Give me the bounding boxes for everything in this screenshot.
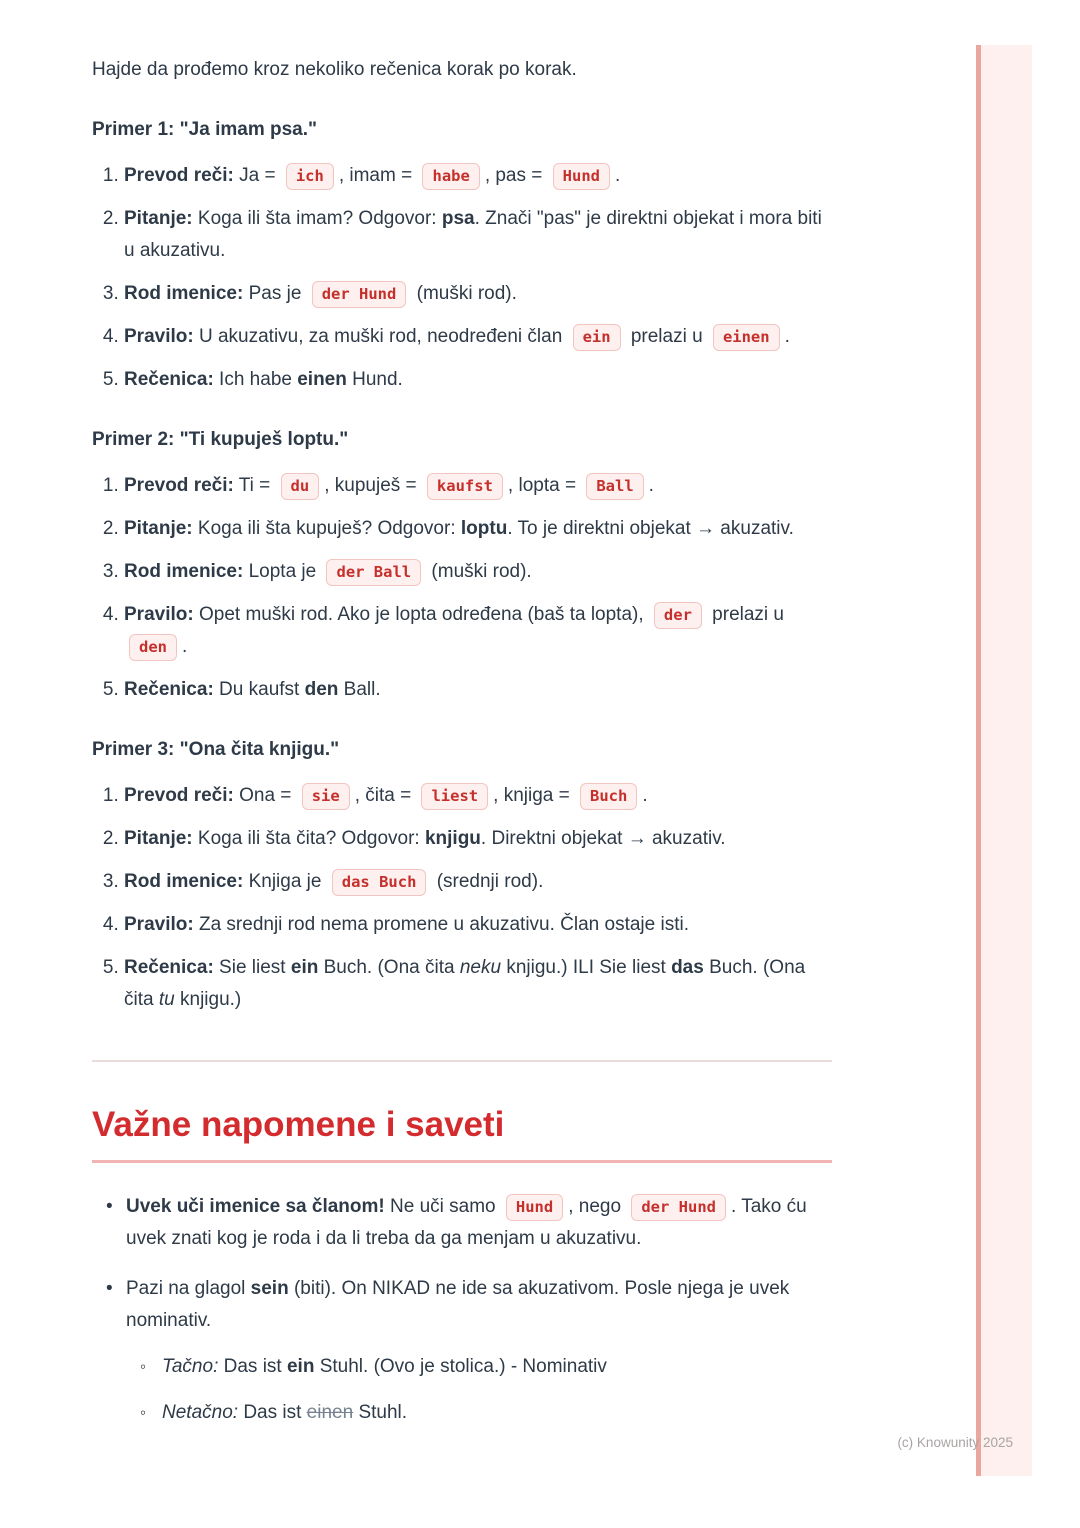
list-item <box>124 203 832 267</box>
strikethrough-segment: einen <box>306 1402 354 1423</box>
text-segment: prelazi u <box>706 604 785 625</box>
bold-segment: Rečenica: <box>124 369 214 390</box>
bold-segment: Pravilo: <box>124 604 194 625</box>
text-segment: (muški rod). <box>411 283 517 304</box>
list-item <box>124 866 832 898</box>
note-item <box>126 1273 832 1429</box>
code-chip: Buch <box>580 783 637 810</box>
list-item <box>124 321 832 353</box>
text-segment: Pas je <box>243 283 307 304</box>
list-item <box>124 674 832 706</box>
list-item <box>124 909 832 941</box>
text-segment: Stuhl. (Ovo je stolica.) - Nominativ <box>314 1356 607 1377</box>
text-segment: Opet muški rod. Ako je lopta određena (baš ta lopta), <box>193 604 649 625</box>
text-segment: , knjiga = <box>493 785 575 806</box>
text-segment: prelazi u <box>625 326 708 347</box>
text-segment: Ne uči samo <box>384 1196 501 1217</box>
text-segment: Ja = <box>233 165 281 186</box>
text-segment: U akuzativu, za muški rod, neodređeni član <box>193 326 568 347</box>
code-chip: du <box>281 473 320 500</box>
text-segment: , pas = <box>484 165 548 186</box>
text-segment: . Tako ću uvek znati kog je roda i da li treba da ga menjam u akuzativu. <box>126 1196 807 1249</box>
notes-heading: Važne napomene i saveti <box>92 1104 832 1163</box>
text-segment: , lopta = <box>507 475 582 496</box>
italic-segment: Tačno: <box>162 1356 219 1377</box>
subnote-item <box>162 1351 832 1383</box>
text-segment: (muški rod). <box>426 561 532 582</box>
text-segment: Ich habe <box>213 369 298 390</box>
list-item <box>124 364 832 396</box>
text-segment: . To je direktni objekat → akuzativ. <box>507 518 794 539</box>
text-segment: Ona = <box>233 785 297 806</box>
text-segment: Das ist <box>218 1356 287 1377</box>
text-segment: Ti = <box>233 475 276 496</box>
list-item <box>124 952 832 1016</box>
bold-segment: knjigu <box>424 828 481 849</box>
text-segment: Koga ili šta čita? Odgovor: <box>192 828 425 849</box>
text-segment: Knjiga je <box>243 871 327 892</box>
note-item <box>126 1191 832 1255</box>
text-segment: (srednji rod). <box>431 871 544 892</box>
text-segment: knjigu.) ILI Sie liest <box>501 957 672 978</box>
bold-segment: Rečenica: <box>124 957 214 978</box>
example-steps-3 <box>92 780 832 1016</box>
bold-segment: Pitanje: <box>124 518 193 539</box>
text-segment: Sie liest <box>213 957 291 978</box>
list-item <box>124 780 832 812</box>
text-segment: Lopta je <box>243 561 322 582</box>
bold-segment: loptu <box>460 518 508 539</box>
code-chip: Ball <box>586 473 643 500</box>
bold-segment: Prevod reči: <box>124 475 234 496</box>
copyright-text: (c) Knowunity 2025 <box>897 1435 1013 1450</box>
bold-segment: Pravilo: <box>124 914 194 935</box>
subnote-item <box>162 1397 832 1429</box>
code-chip: das Buch <box>332 869 427 896</box>
document-content <box>92 54 832 1447</box>
example-steps-1 <box>92 160 832 396</box>
italic-segment: tu <box>158 989 175 1010</box>
text-segment: . <box>182 636 188 657</box>
text-segment: Buch. (Ona čita <box>318 957 460 978</box>
example-title-2: Primer 2: "Ti kupuješ loptu." <box>92 429 349 450</box>
list-item <box>124 823 832 855</box>
code-chip: der Hund <box>312 281 407 308</box>
code-chip: der Hund <box>631 1194 726 1221</box>
text-segment: Koga ili šta imam? Odgovor: <box>192 208 442 229</box>
list-item <box>124 513 832 545</box>
text-segment: , čita = <box>354 785 417 806</box>
code-chip: liest <box>421 783 488 810</box>
bold-segment: Rečenica: <box>124 679 214 700</box>
code-chip: Hund <box>553 163 610 190</box>
bold-segment: Pravilo: <box>124 326 194 347</box>
text-segment: Pazi na glagol <box>126 1278 251 1299</box>
bold-segment: sein <box>250 1278 289 1299</box>
bold-segment: ein <box>286 1356 315 1377</box>
text-segment: . Znači "pas" je direktni objekat i mora biti u akuzativu. <box>124 208 822 261</box>
text-segment: Ball. <box>338 679 381 700</box>
bold-segment: Rod imenice: <box>124 871 244 892</box>
code-chip: einen <box>713 324 780 351</box>
list-item <box>124 470 832 502</box>
italic-segment: Netačno: <box>162 1402 239 1423</box>
code-chip: habe <box>422 163 479 190</box>
text-segment: Du kaufst <box>213 679 305 700</box>
bold-segment: den <box>304 679 339 700</box>
text-segment: Buch. (Ona čita <box>124 957 806 1010</box>
bold-segment: Rod imenice: <box>124 561 244 582</box>
bold-segment: Pitanje: <box>124 208 193 229</box>
text-segment: Das ist <box>238 1402 307 1423</box>
code-chip: der <box>654 602 702 629</box>
notes-list <box>92 1191 832 1429</box>
code-chip: den <box>129 634 177 661</box>
text-segment: knjigu.) <box>174 989 242 1010</box>
intro-paragraph: Hajde da prođemo kroz nekoliko rečenica korak po korak. <box>92 59 577 80</box>
text-segment: Stuhl. <box>353 1402 408 1423</box>
side-strip <box>976 45 1032 1476</box>
list-item <box>124 556 832 588</box>
bold-segment: einen <box>297 369 347 390</box>
example-steps-2 <box>92 470 832 706</box>
code-chip: Hund <box>506 1194 563 1221</box>
text-segment: . <box>642 785 648 806</box>
bold-segment: Pitanje: <box>124 828 193 849</box>
example-title-1: Primer 1: "Ja imam psa." <box>92 119 318 140</box>
text-segment: . <box>615 165 621 186</box>
section-divider <box>92 1060 832 1062</box>
italic-segment: neku <box>459 957 502 978</box>
example-title-3: Primer 3: "Ona čita knjigu." <box>92 739 340 760</box>
bold-segment: ein <box>290 957 319 978</box>
text-segment: Koga ili šta kupuješ? Odgovor: <box>192 518 461 539</box>
text-segment: Za srednji rod nema promene u akuzativu. Član ostaje isti. <box>193 914 690 935</box>
subnotes-list <box>126 1351 832 1429</box>
examples-section <box>92 114 832 1016</box>
code-chip: sie <box>302 783 350 810</box>
list-item <box>124 160 832 192</box>
text-segment: (biti). On NIKAD ne ide sa akuzativom. Posle njega je uvek nominativ. <box>126 1278 790 1331</box>
text-segment: . <box>784 326 790 347</box>
text-segment: , kupuješ = <box>324 475 422 496</box>
text-segment: , nego <box>568 1196 627 1217</box>
bold-segment: Prevod reči: <box>124 785 234 806</box>
list-item <box>124 278 832 310</box>
text-segment: . Direktni objekat → akuzativ. <box>480 828 726 849</box>
code-chip: ich <box>286 163 334 190</box>
text-segment: . <box>648 475 654 496</box>
bold-segment: Prevod reči: <box>124 165 234 186</box>
bold-segment: Uvek uči imenice sa članom! <box>126 1196 385 1217</box>
text-segment: , imam = <box>338 165 418 186</box>
bold-segment: Rod imenice: <box>124 283 244 304</box>
bold-segment: psa <box>441 208 475 229</box>
bold-segment: das <box>671 957 704 978</box>
code-chip: ein <box>573 324 621 351</box>
text-segment: Hund. <box>346 369 403 390</box>
code-chip: der Ball <box>326 559 421 586</box>
code-chip: kaufst <box>427 473 503 500</box>
list-item <box>124 599 832 663</box>
